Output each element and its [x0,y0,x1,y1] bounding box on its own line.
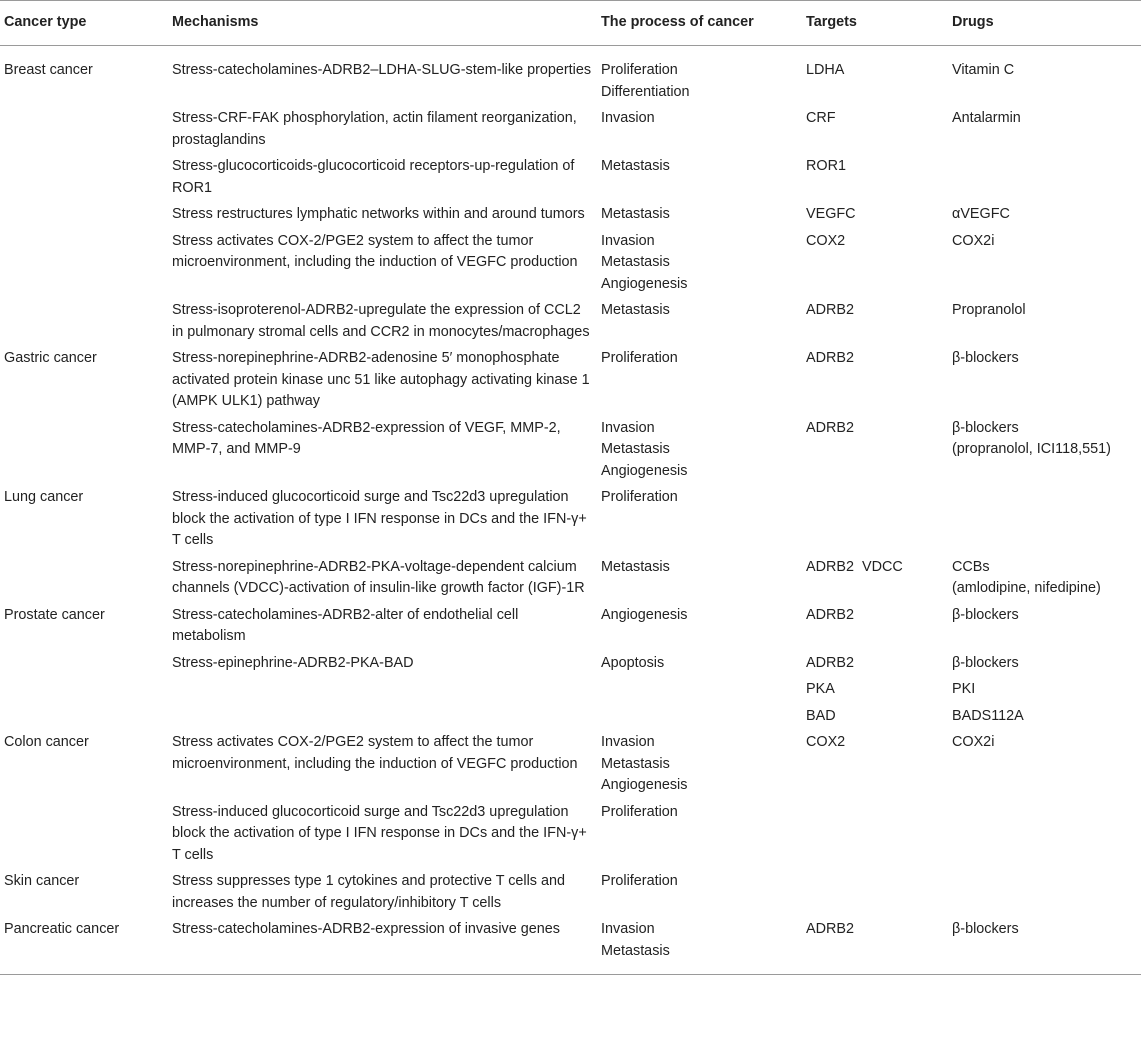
process-item: Invasion [601,921,655,937]
drugs-cell [948,554,1141,602]
mechanism-cell [168,703,597,730]
target-item: PKA [806,681,835,697]
process-item: Differentiation [601,83,690,100]
process-item: Metastasis [601,206,670,222]
drugs-cell [948,729,1141,799]
drugs-cell [948,916,1141,974]
table-row [0,868,1141,916]
mechanism-cell: Stress-catecholamines-ADRB2-expression of invasive genes [172,921,560,937]
target-item: COX2 [806,232,846,249]
process-item: Metastasis [601,158,670,174]
drugs-cell [948,703,1141,730]
targets-cell [802,729,948,799]
drug-item: β-blockers [952,654,1019,671]
process-cell [597,602,802,650]
header-cancer-type: Cancer type [4,14,87,30]
drugs-cell [948,153,1141,201]
table-row [0,105,1141,153]
drug-item: (propranolol, ICI118,551) [952,441,1111,457]
target-item: ADRB2 [806,921,854,937]
process-cell [597,201,802,228]
targets-cell [802,46,948,106]
drug-item: αVEGFC [952,206,1010,222]
drugs-cell [948,602,1141,650]
process-cell [597,650,802,677]
drug-item: Antalarmin [952,110,1021,126]
cancer-type-cell: Prostate cancer [4,606,105,623]
drugs-cell [948,201,1141,228]
process-cell [597,554,802,602]
process-cell [597,46,802,106]
drug-item: BADS112A [952,707,1024,724]
cancer-type-cell [0,676,168,703]
drugs-cell [948,46,1141,106]
process-item: Proliferation [601,873,678,889]
mechanism-cell: Stress-norepinephrine-ADRB2-adenosine 5′ monophosphate activated protein kinase unc 51 like autophagy activating kinase 1 (AMPK ULK1) pathway [172,350,590,409]
process-item: Apoptosis [601,654,665,671]
process-item: Invasion [601,110,655,126]
mechanism-cell: Stress-catecholamines-ADRB2-expression of VEGF, MMP-2, MMP-7, and MMP-9 [172,419,561,457]
cancer-type-cell: Skin cancer [4,873,80,889]
cancer-type-cell [0,703,168,730]
process-item: Metastasis [601,441,670,457]
targets-cell [802,228,948,298]
header-row [0,1,1141,46]
mechanism-cell: Stress-induced glucocorticoid surge and Tsc22d3 upregulation block the activation of type I IFN response in DCs and the IFN-γ+ T cells [172,803,587,863]
process-item: Metastasis [601,942,670,959]
mechanism-cell: Stress-norepinephrine-ADRB2-PKA-voltage-dependent calcium channels (VDCC)-activation of insulin-like growth factor (IGF)-1R [172,558,585,596]
table-row [0,554,1141,602]
drugs-cell [948,105,1141,153]
process-item: Metastasis [601,254,670,270]
drugs-cell [948,868,1141,916]
process-item: Proliferation [601,803,678,820]
drug-item: β-blockers [952,350,1019,366]
process-cell [597,729,802,799]
target-item: BAD [806,707,836,724]
process-cell [597,415,802,485]
target-item: ADRB2 [806,606,854,623]
target-item: VEGFC [806,206,856,222]
cancer-type-cell [0,415,168,485]
mechanism-cell: Stress suppresses type 1 cytokines and protective T cells and increases the number of regulatory/inhibitory T cells [172,873,566,911]
process-item: Angiogenesis [601,777,688,793]
targets-cell [802,415,948,485]
process-item: Angiogenesis [601,275,688,292]
header-targets: Targets [806,14,857,30]
drug-item: β-blockers [952,606,1019,623]
mechanism-cell: Stress restructures lymphatic networks within and around tumors [172,206,585,222]
cancer-type-cell [0,201,168,228]
process-cell [597,676,802,703]
table-row [0,729,1141,799]
process-item: Metastasis [601,302,670,318]
process-cell [597,297,802,345]
mechanism-cell: Stress-isoproterenol-ADRB2-upregulate the expression of CCL2 in pulmonary stromal cells and CCR2 in monocytes/macrophages [172,302,590,340]
targets-cell [802,676,948,703]
process-item: Invasion [601,232,655,249]
cancer-type-cell [0,105,168,153]
cancer-type-cell [0,297,168,345]
mechanism-cell: Stress-catecholamines-ADRB2-alter of endothelial cell metabolism [172,606,519,644]
drugs-cell [948,799,1141,869]
cancer-type-cell [0,228,168,298]
drug-item: COX2i [952,232,995,249]
target-item: ROR1 [806,158,846,174]
drug-item: CCBs [952,558,990,575]
mechanism-cell: Stress-induced glucocorticoid surge and Tsc22d3 upregulation block the activation of type I IFN response in DCs and the IFN-γ+ T cells [172,489,587,548]
target-item: ADRB2 [806,654,854,671]
cancer-type-cell: Breast cancer [4,62,93,78]
drugs-cell [948,297,1141,345]
mechanism-cell: Stress-CRF-FAK phosphorylation, actin filament reorganization, prostaglandins [172,110,577,148]
cancer-type-cell: Lung cancer [4,489,84,505]
target-item: LDHA [806,62,845,78]
targets-cell [802,703,948,730]
targets-cell [802,868,948,916]
header-mechanisms: Mechanisms [172,14,259,30]
target-item: ADRB2 VDCC [806,558,903,575]
header-process: The process of cancer [601,14,754,30]
target-item: ADRB2 [806,419,854,436]
mechanism-cell: Stress-epinephrine-ADRB2-PKA-BAD [172,654,414,671]
process-cell [597,345,802,415]
drug-item: Vitamin C [952,62,1015,78]
targets-cell [802,650,948,677]
process-cell [597,868,802,916]
table-row [0,46,1141,106]
process-cell [597,153,802,201]
table-row [0,676,1141,703]
targets-cell [802,554,948,602]
targets-cell [802,153,948,201]
targets-cell [802,916,948,974]
targets-cell [802,799,948,869]
table-row [0,415,1141,485]
drugs-cell [948,228,1141,298]
table-row [0,153,1141,201]
table-bottom-rule [0,974,1141,975]
target-item: CRF [806,110,836,126]
mechanism-cell: Stress-glucocorticoids-glucocorticoid receptors-up-regulation of ROR1 [172,158,575,196]
targets-cell [802,297,948,345]
drugs-cell [948,415,1141,485]
drugs-cell [948,650,1141,677]
cancer-type-cell [0,650,168,677]
cancer-type-cell [0,153,168,201]
table-row [0,703,1141,730]
drugs-cell [948,345,1141,415]
cancer-type-cell [0,799,168,869]
process-cell [597,703,802,730]
cancer-type-cell: Gastric cancer [4,350,97,366]
target-item: ADRB2 [806,302,854,318]
header-drugs: Drugs [952,14,994,30]
mechanism-cell: Stress activates COX-2/PGE2 system to affect the tumor microenvironment, including the induction of VEGFC production [172,734,578,772]
process-cell [597,228,802,298]
process-item: Invasion [601,734,655,750]
targets-cell [802,105,948,153]
table-row [0,602,1141,650]
targets-cell [802,484,948,554]
process-cell [597,799,802,869]
targets-cell [802,602,948,650]
drug-item: (amlodipine, nifedipine) [952,580,1101,596]
process-cell [597,916,802,974]
mechanism-cell: Stress-catecholamines-ADRB2–LDHA-SLUG-stem-like properties [172,62,592,78]
table-row [0,201,1141,228]
table-row [0,799,1141,869]
drug-item: β-blockers [952,921,1019,937]
target-item: ADRB2 [806,350,854,366]
table-row [0,297,1141,345]
table-row [0,650,1141,677]
process-item: Proliferation [601,62,678,78]
process-cell [597,105,802,153]
drug-item: COX2i [952,734,995,750]
cancer-type-cell [0,554,168,602]
process-item: Invasion [601,419,655,436]
drugs-cell [948,484,1141,554]
targets-cell [802,201,948,228]
process-item: Metastasis [601,558,670,575]
process-item: Proliferation [601,350,678,366]
process-item: Proliferation [601,489,678,505]
mechanism-cell [168,676,597,703]
process-item: Angiogenesis [601,606,688,623]
drugs-cell [948,676,1141,703]
drug-item: β-blockers [952,419,1019,436]
process-cell [597,484,802,554]
table-row [0,916,1141,974]
cancer-type-cell: Colon cancer [4,734,89,750]
process-item: Angiogenesis [601,462,688,479]
process-item: Metastasis [601,755,670,772]
drug-item: PKI [952,681,976,697]
table-row [0,228,1141,298]
cancer-type-cell: Pancreatic cancer [4,921,120,937]
mechanism-cell: Stress activates COX-2/PGE2 system to affect the tumor microenvironment, including the induction of VEGFC production [172,232,578,270]
table-row [0,484,1141,554]
target-item: COX2 [806,734,846,750]
drug-item: Propranolol [952,302,1026,318]
targets-cell [802,345,948,415]
table-body [0,46,1141,975]
table-row [0,345,1141,415]
